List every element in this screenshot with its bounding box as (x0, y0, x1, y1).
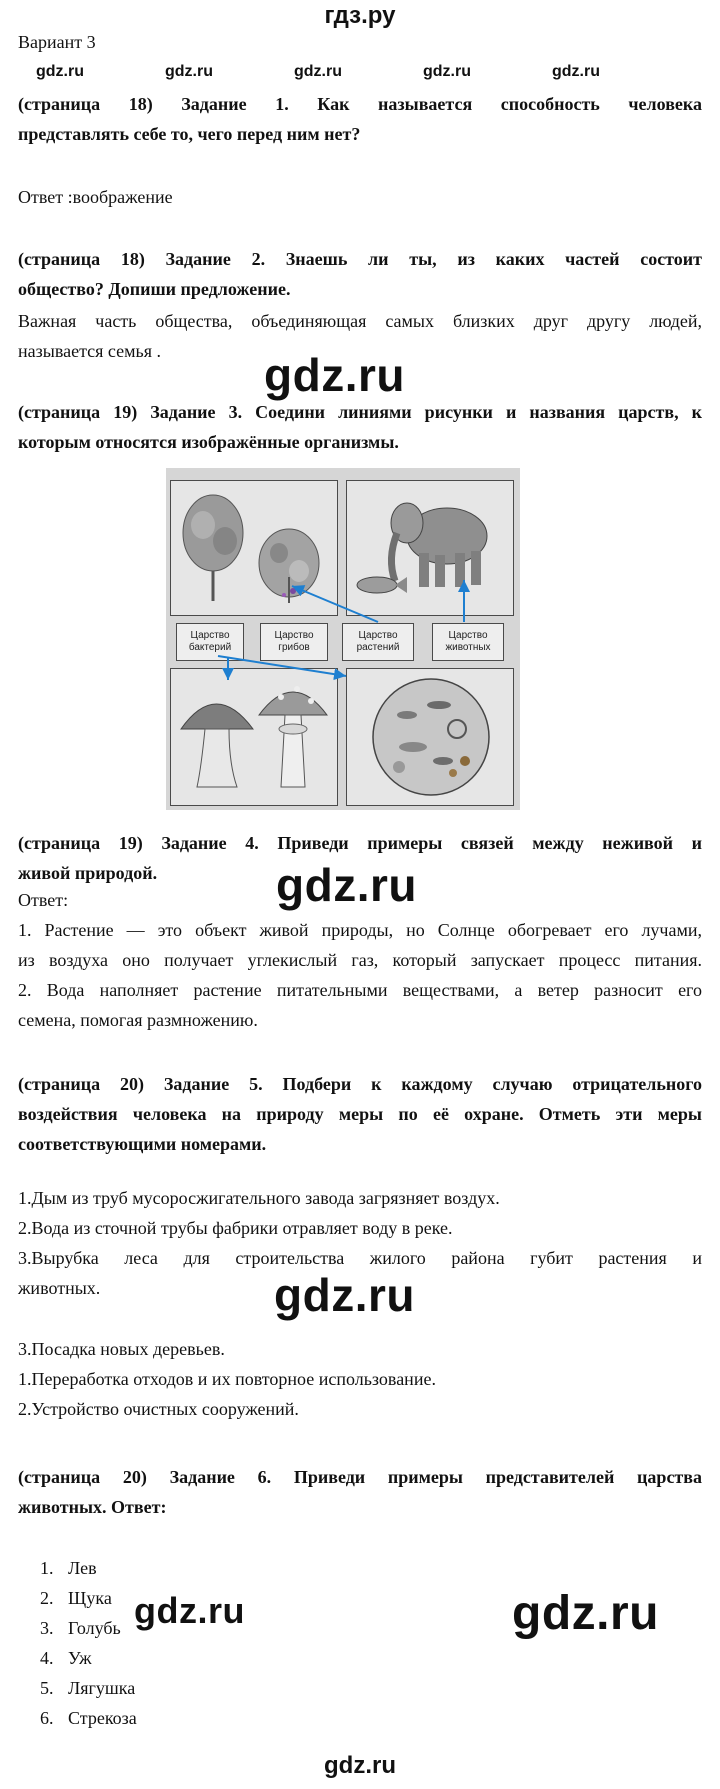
task4-answer (18, 915, 702, 1035)
kingdom-fungi-l1: Царство (274, 630, 314, 641)
watermark-big-5: gdz.ru (512, 1587, 659, 1640)
kingdom-plants-l1: Царство (358, 630, 398, 641)
site-footer: gdz.ru (324, 1752, 396, 1779)
task3-line2: которым относятся изображённые организмы. (18, 432, 399, 452)
kingdoms-figure (166, 468, 520, 810)
kingdom-plants-l2: растений (356, 642, 400, 653)
list-item-num: 5. (40, 1678, 54, 1698)
watermark-small-2: gdz.ru (165, 63, 213, 80)
kingdom-bacteria-l1: Царство (190, 630, 230, 641)
task2-question (18, 244, 702, 304)
task4-answer2-l2: семена, помогая размножению. (18, 1010, 258, 1030)
list-item-num: 1. (40, 1558, 54, 1578)
task5-measure3: 2.Устройство очистных сооружений. (18, 1399, 299, 1419)
arrow-plants (292, 586, 378, 622)
site-header-title: гдз.ру (324, 2, 396, 29)
list-item-text: Лягушка (68, 1678, 136, 1698)
kingdom-animals-l2: животных (445, 642, 491, 653)
task3-question (18, 397, 702, 457)
watermark-small-3: gdz.ru (294, 63, 342, 80)
task5-problem1: 1.Дым из труб мусоросжигательного завода загрязняет воздух. (18, 1188, 500, 1208)
task3-line1: (страница 19) Задание 3. Соедини линиями рисунки и названия царств, к (18, 402, 702, 422)
task5-measure1: 3.Посадка новых деревьев. (18, 1339, 225, 1359)
task5-line1: (страница 20) Задание 5. Подбери к каждому случаю отрицательного (18, 1074, 702, 1094)
task4-answer1-l1: 1. Растение — это объект живой природы, но Солнце обогревает его лучами, (18, 920, 702, 940)
task1-question (18, 89, 702, 149)
task4-line2: живой природой. (18, 863, 158, 883)
task2-line1: (страница 18) Задание 2. Знаешь ли ты, из каких частей состоит (18, 249, 702, 269)
connection-arrows (166, 468, 520, 810)
animals-list (0, 1553, 720, 1743)
task6-question (18, 1462, 702, 1522)
list-item-num: 6. (40, 1708, 54, 1728)
task2-answer-line2: называется семья . (18, 341, 161, 361)
task5-line2: воздействия человека на природу меры по её охране. Отметь эти меры (18, 1104, 702, 1124)
watermark-big-3: gdz.ru (274, 1269, 415, 1321)
task5-problem2: 2.Вода из сточной трубы фабрики отравляет воду в реке. (18, 1218, 453, 1238)
watermark-small-1: gdz.ru (36, 63, 84, 80)
list-item-num: 3. (40, 1618, 54, 1638)
list-item-text: Уж (68, 1648, 92, 1668)
variant-label: Вариант 3 (18, 32, 96, 52)
watermark-small-5: gdz.ru (552, 63, 600, 80)
task1-answer: Ответ :воображение (18, 187, 173, 207)
task4-line1: (страница 19) Задание 4. Приведи примеры связей между неживой и (18, 833, 702, 853)
task2-answer-line1: Важная часть общества, объединяющая самых близких друг другу людей, (18, 311, 702, 331)
watermark-small-4: gdz.ru (423, 63, 471, 80)
watermark-big-4: gdz.ru (134, 1590, 245, 1631)
arrow-bacteria (218, 656, 346, 676)
task4-answer1-l2: из воздуха оно получает углекислый газ, который запускает процесс питания. (18, 950, 702, 970)
task5-question (18, 1069, 702, 1159)
task1-line2: представлять себе то, чего перед ним нет? (18, 124, 361, 144)
watermark-big-2: gdz.ru (276, 859, 417, 911)
list-item-text: Голубь (68, 1618, 121, 1638)
task5-measure2: 1.Переработка отходов и их повторное использование. (18, 1369, 436, 1389)
kingdom-fungi-l2: грибов (278, 642, 310, 653)
list-item-text: Лев (68, 1558, 97, 1578)
task5-measures (18, 1334, 702, 1424)
list-item-text: Щука (68, 1588, 112, 1608)
kingdom-animals-l1: Царство (448, 630, 488, 641)
task1-line1: (страница 18) Задание 1. Как называется способность человека (18, 94, 702, 114)
list-item-num: 2. (40, 1588, 54, 1608)
list-item-text: Стрекоза (68, 1708, 137, 1728)
watermark-big-1: gdz.ru (264, 349, 405, 401)
task4-answer2-l1: 2. Вода наполняет растение питательными веществами, а ветер разносит его (18, 980, 702, 1000)
list-item-num: 4. (40, 1648, 54, 1668)
task5-line3: соответствующими номерами. (18, 1134, 267, 1154)
kingdom-bacteria-l2: бактерий (188, 642, 232, 653)
task4-answer-label: Ответ: (18, 890, 69, 910)
task5-problem3-l2: животных. (18, 1278, 101, 1298)
task6-line2: животных. Ответ: (18, 1497, 167, 1517)
task2-line2: общество? Допиши предложение. (18, 279, 291, 299)
task5-problem3-l1: 3.Вырубка леса для строительства жилого района губит растения и (18, 1248, 702, 1268)
task6-line1: (страница 20) Задание 6. Приведи примеры представителей царства (18, 1467, 702, 1487)
